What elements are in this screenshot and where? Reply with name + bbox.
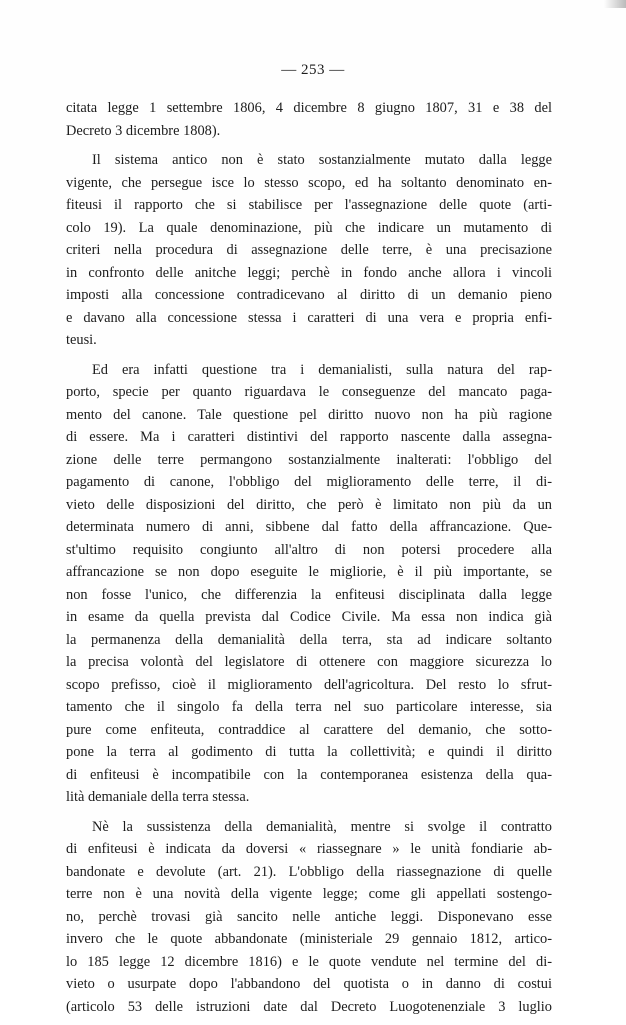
text-line: la precisa volontà del legislatore di ottenere con maggiore sicurezza lo (66, 654, 552, 670)
text-line: in confronto delle anitche leggi; perchè in fondo anche allora i vincoli (66, 264, 552, 281)
text-line: imposti alla concessione contradicevano al diritto di un demanio pieno (66, 287, 552, 303)
scan-edge-mark (604, 0, 626, 8)
text-line: scopo prefisso, cioè il miglioramento dell'agricoltura. Del resto lo sfrut- (66, 676, 552, 693)
text-line: tamento che il singolo fa della terra nel suo particolare interesse, sia (66, 699, 552, 715)
page-number: — 253 — (281, 62, 345, 78)
text-line: lità demaniale della terra stessa. (66, 789, 250, 805)
text-line: pagamento di canone, l'obbligo del miglioramento delle terre, il di- (66, 474, 552, 490)
text-line: fiteusi il rapporto che si stabilisce per l'assegnazione delle quote (arti- (66, 197, 552, 213)
body-text (66, 97, 552, 1025)
text-line: Il sistema antico non è stato sostanzialmente mutato dalla legge (92, 152, 552, 168)
text-line: terre non è una novità della vigente legge; come gli appellati sostengo- (66, 886, 552, 902)
text-line: porto, specie per quanto riguardava le conseguenze del mancato paga- (66, 384, 552, 400)
text-line: teusi. (66, 332, 97, 348)
text-line: Decreto 3 dicembre 1808). (66, 122, 221, 139)
text-line: determinata numero di anni, sibbene dal fatto della affrancazione. Que- (66, 519, 552, 535)
text-line: zione delle terre permangono sostanzialmente inalterati: l'obbligo del (66, 451, 552, 468)
text-line: criteri nella procedura di assegnazione delle terre, è una precisazione (66, 242, 552, 258)
text-line: lo 185 legge 12 dicembre 1816) e le quote vendute nel termine del di- (66, 953, 552, 970)
text-line: non fosse l'unico, che differenzia la enfiteusi disciplinata dalla legge (66, 586, 552, 603)
text-line: no, perchè trovasi già sancito nelle antiche leggi. Disponevano esse (66, 908, 552, 925)
text-line: vieto delle disposizioni del diritto, che però è limitato non più da un (66, 496, 552, 513)
text-line: pone la terra al godimento di tutta la collettività; e quindi il diritto (66, 744, 552, 760)
text-line: affrancazione se non dopo eseguite le migliorie, è il più importante, se (66, 564, 552, 580)
text-line: mento del canone. Tale questione pel diritto nuovo non ha più ragione (66, 406, 552, 423)
text-line: Nè la sussistenza della demanialità, mentre si svolge il contratto (92, 818, 552, 835)
text-line: di enfiteusi è incompatibile con la contemporanea esistenza della qua- (66, 766, 552, 783)
text-line: colo 19). La quale denominazione, più che indicare un mutamento di (66, 219, 552, 236)
text-line: di enfiteusi è indicata da doversi « riassegnare » le unità fondiarie ab- (66, 841, 552, 857)
text-line: vieto o usurpate dopo l'abbandono del quotista o in danno di costui (66, 976, 552, 992)
text-line: citata legge 1 settembre 1806, 4 dicembre 8 giugno 1807, 31 e 38 del (66, 100, 552, 116)
text-line: la permanenza della demanialità della terra, sta ad indicare soltanto (66, 631, 552, 648)
paragraph (66, 359, 552, 809)
text-line: in esame da quella prevista dal Codice Civile. Ma essa non indica già (66, 609, 552, 625)
text-line: Ed era infatti questione tra i demanialisti, sulla natura del rap- (92, 361, 552, 378)
text-line: pure come enfiteuta, contraddice al carattere del demanio, che sotto- (66, 721, 552, 738)
text-line: vigente, che persegue isce lo stesso scopo, ed ha soltanto denominato en- (66, 174, 552, 191)
paragraph (66, 816, 552, 1019)
text-line: invero che le quote abbandonate (ministeriale 29 gennaio 1812, artico- (66, 931, 552, 947)
text-line: bandonate e devolute (art. 21). L'obbligo della riassegnazione di quelle (66, 863, 552, 880)
text-line: (articolo 53 delle istruzioni date dal Decreto Luogotenenziale 3 luglio (66, 998, 552, 1015)
text-line: e davano alla concessione stessa i caratteri di una vera e propria enfi- (66, 309, 552, 326)
text-line: di essere. Ma i caratteri distintivi del rapporto nascente dalla assegna- (66, 429, 552, 445)
paragraph (66, 149, 552, 352)
text-line: st'ultimo requisito congiunto all'altro di non potersi procedere alla (66, 541, 552, 558)
paragraph (66, 97, 552, 142)
